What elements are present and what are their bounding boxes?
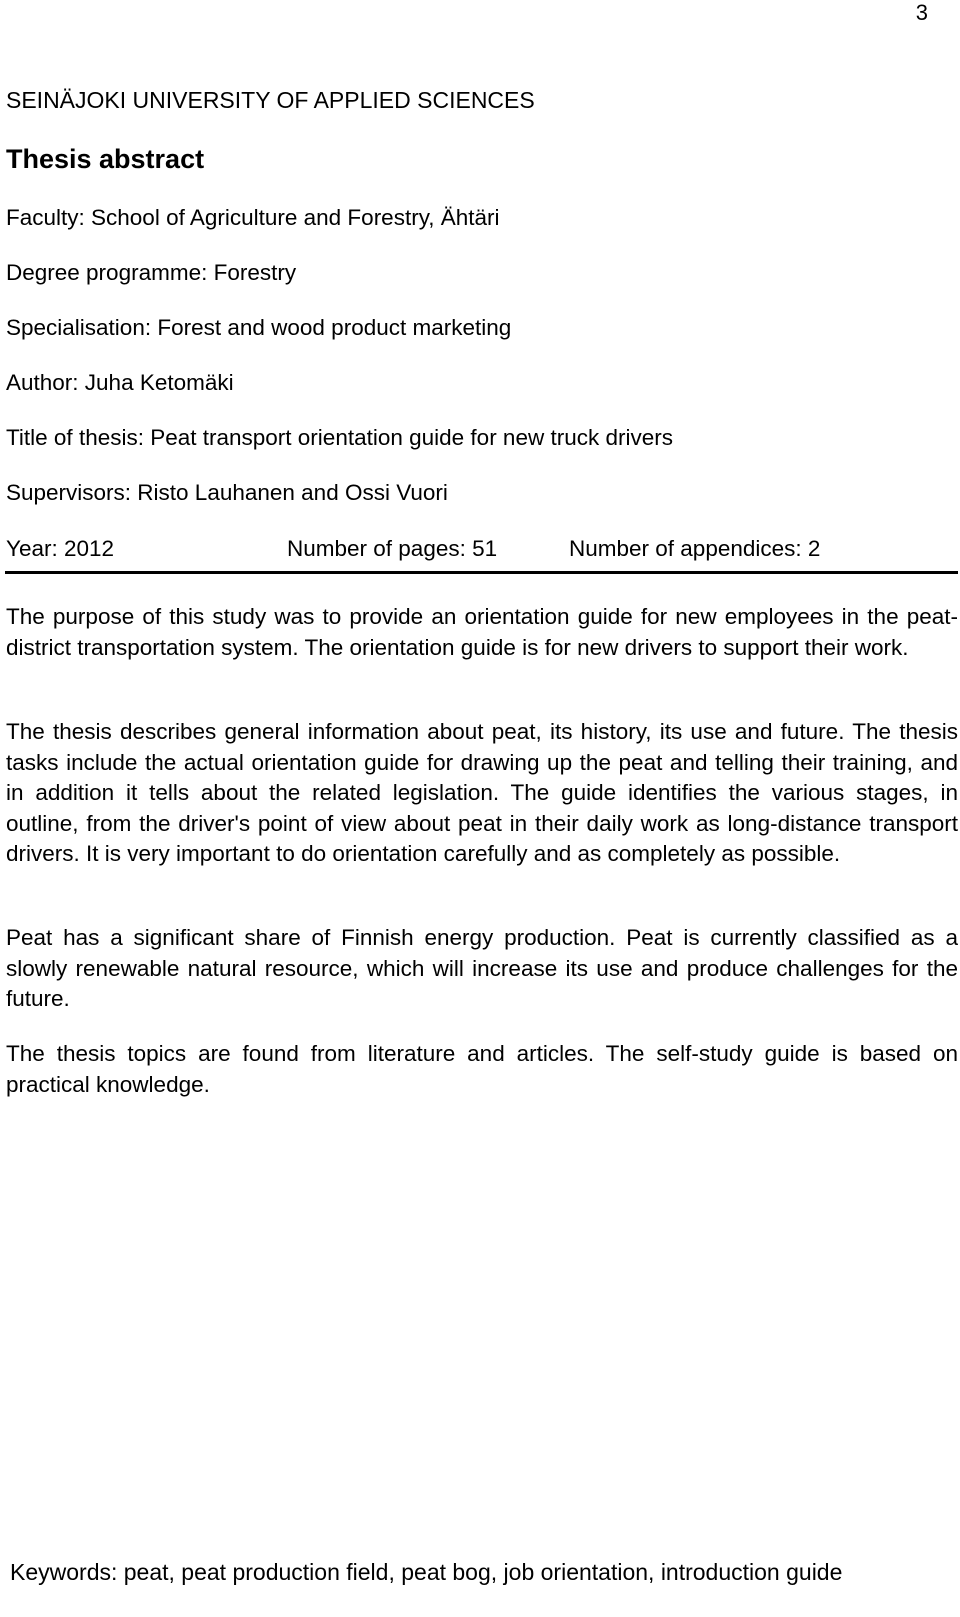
year-field: Year: 2012 xyxy=(6,536,115,561)
university-name: SEINÄJOKI UNIVERSITY OF APPLIED SCIENCES xyxy=(6,87,535,113)
specialisation-line: Specialisation: Forest and wood product marketing xyxy=(6,315,512,340)
abstract-paragraph: Peat has a significant share of Finnish energy production. Peat is currently classified as a slowly renewable natural resource, which will increase its use and produce challenges for the future. xyxy=(6,925,958,1011)
abstract-paragraph: The purpose of this study was to provide an orientation guide for new employees in the peat-district transportation system. The orientation guide is for new drivers to support their work. xyxy=(6,604,958,660)
degree-programme-line: Degree programme: Forestry xyxy=(6,260,297,285)
faculty-line: Faculty: School of Agriculture and Forestry, Ähtäri xyxy=(6,205,500,230)
appendix-count-field: Number of appendices: 2 xyxy=(569,536,821,561)
abstract-paragraph: The thesis describes general information about peat, its history, its use and future. The thesis tasks include the actual orientation guide for drawing up the peat and telling their training, and in addition it tells about the related legislation. The guide identifies the various stages, in outline, from the driver's point of view about peat in their daily work as long-distance transport drivers. It is very important to do orientation carefully and as completely as possible. xyxy=(6,719,958,866)
author-line: Author: Juha Ketomäki xyxy=(6,370,234,395)
abstract-paragraph: The thesis topics are found from literature and articles. The self-study guide is based on practical knowledge. xyxy=(6,1041,958,1097)
page-count-field: Number of pages: 51 xyxy=(287,536,498,561)
thesis-title-line: Title of thesis: Peat transport orientation guide for new truck drivers xyxy=(6,425,673,450)
document-title: Thesis abstract xyxy=(6,144,205,174)
page-number: 3 xyxy=(915,0,928,25)
keywords-line: Keywords: peat, peat production field, peat bog, job orientation, introduction guide xyxy=(10,1559,843,1585)
supervisors-line: Supervisors: Risto Lauhanen and Ossi Vuori xyxy=(6,480,448,505)
header-divider xyxy=(5,571,958,574)
